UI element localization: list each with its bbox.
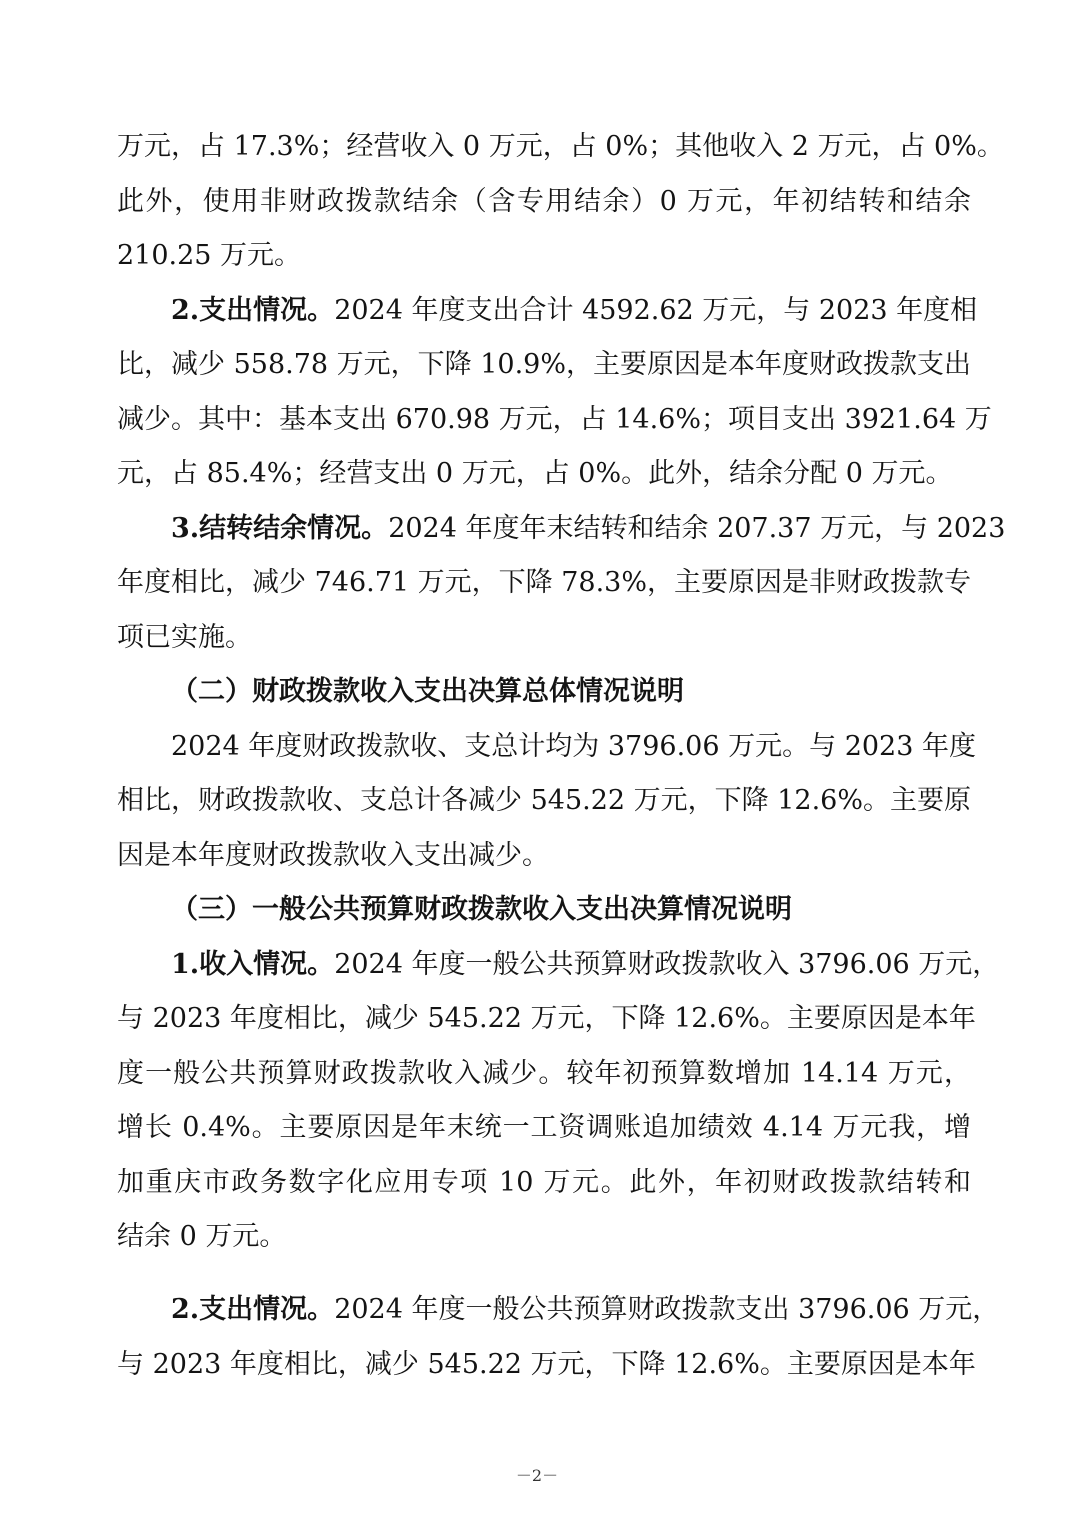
text-line: 元，占 85.4%；经营支出 0 万元，占 0%。此外，结余分配 0 万元。 <box>117 458 953 489</box>
text-line: 因是本年度财政拨款收入支出减少。 <box>117 840 549 871</box>
text-line: 结余 0 万元。 <box>117 1221 287 1252</box>
text-line: 210.25 万元。 <box>117 240 302 271</box>
text-line: 增长 0.4%。主要原因是年末统一工资调账追加绩效 4.14 万元我，增 <box>117 1112 971 1143</box>
section-label: 2.支出情况。 <box>171 1294 335 1325</box>
text-line: 减少。其中：基本支出 670.98 万元，占 14.6%；项目支出 3921.64 万 <box>117 404 992 435</box>
text-line: 度一般公共预算财政拨款收入减少。较年初预算数增加 14.14 万元， <box>117 1058 971 1089</box>
text-run: 2024 年度年末结转和结余 207.37 万元，与 2023 <box>388 513 1006 544</box>
text-line: 项已实施。 <box>117 622 252 653</box>
paragraph-first-line: 2024 年度财政拨款收、支总计均为 3796.06 万元。与 2023 年度 <box>171 731 976 762</box>
text-line: 相比，财政拨款收、支总计各减少 545.22 万元，下降 12.6%。主要原 <box>117 785 971 816</box>
text-line: 万元，占 17.3%；经营收入 0 万元，占 0%；其他收入 2 万元，占 0%。 <box>117 131 1004 162</box>
text-run: 2024 年度支出合计 4592.62 万元，与 2023 年度相 <box>334 295 978 326</box>
text-run: 2024 年度一般公共预算财政拨款支出 3796.06 万元， <box>334 1294 1000 1325</box>
text-line: 此外，使用非财政拨款结余（含专用结余）0 万元，年初结转和结余 <box>117 186 971 217</box>
section-heading: （二）财政拨款收入支出决算总体情况说明 <box>171 676 684 707</box>
section-heading: （三）一般公共预算财政拨款收入支出决算情况说明 <box>171 894 792 925</box>
paragraph-first-line <box>171 294 978 328</box>
text-line: 与 2023 年度相比，减少 545.22 万元，下降 12.6%。主要原因是本年 <box>117 1349 976 1380</box>
section-label: 2.支出情况。 <box>171 295 335 326</box>
section-label: 1.收入情况。 <box>171 949 335 980</box>
paragraph-first-line <box>171 512 1006 546</box>
text-line: 加重庆市政务数字化应用专项 10 万元。此外，年初财政拨款结转和 <box>117 1167 971 1198</box>
text-line: 与 2023 年度相比，减少 545.22 万元，下降 12.6%。主要原因是本年 <box>117 1003 976 1034</box>
text-run: 2024 年度一般公共预算财政拨款收入 3796.06 万元， <box>334 949 1000 980</box>
paragraph-first-line <box>171 1293 1000 1327</box>
text-line: 年度相比，减少 746.71 万元，下降 78.3%，主要原因是非财政拨款专 <box>117 567 971 598</box>
page-number: －2－ <box>515 1466 559 1485</box>
section-label: 3.结转结余情况。 <box>171 513 389 544</box>
paragraph-first-line <box>171 948 1000 982</box>
text-line: 比，减少 558.78 万元，下降 10.9%，主要原因是本年度财政拨款支出 <box>117 349 971 380</box>
